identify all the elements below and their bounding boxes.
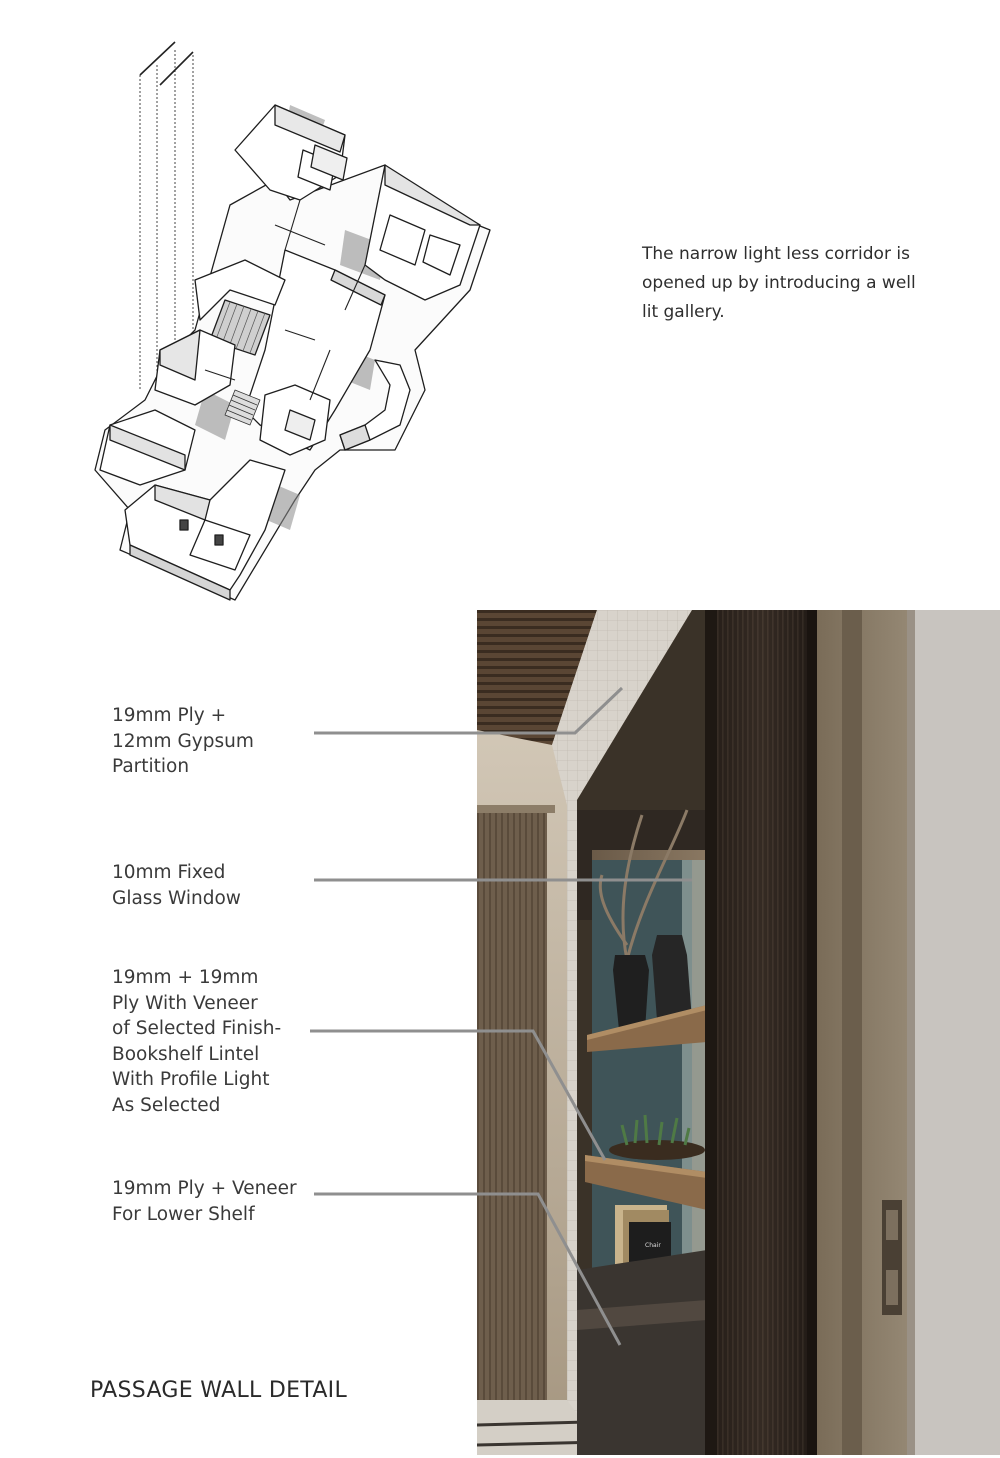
annotation-line: 10mm Fixed <box>112 862 226 883</box>
side-door <box>477 810 547 1410</box>
annotation-line: 19mm + 19mm <box>112 967 259 988</box>
annotation-line: 12mm Gypsum <box>112 730 254 752</box>
axonometric-floor-plan <box>85 30 505 610</box>
annotation-line: Ply With Veneer <box>112 992 258 1014</box>
annotation-glass-window <box>112 860 241 911</box>
annotation-bookshelf-lintel <box>112 965 281 1118</box>
book-title: Chair <box>645 1242 661 1249</box>
skylight-top <box>140 42 193 85</box>
annotation-line: With Profile Light <box>112 1069 270 1090</box>
annotation-line: Bookshelf Lintel <box>112 1043 260 1065</box>
annotation-line: 19mm Ply + <box>112 705 227 726</box>
intro-description <box>642 240 962 327</box>
annotation-line: 19mm Ply + Veneer <box>112 1178 297 1199</box>
vase-left <box>613 955 649 1030</box>
annotation-line: As Selected <box>112 1094 221 1116</box>
intro-line: The narrow light less corridor is <box>642 244 910 264</box>
annotation-line: Partition <box>112 756 190 777</box>
passage-wall-photo <box>477 610 1000 1455</box>
annotation-line: Glass Window <box>112 887 241 909</box>
annotation-lower-shelf <box>112 1176 297 1227</box>
section-title: PASSAGE WALL DETAIL <box>90 1378 348 1403</box>
intro-line: lit gallery. <box>642 302 725 322</box>
annotation-partition <box>112 703 254 780</box>
annotation-line: For Lower Shelf <box>112 1203 255 1225</box>
plant-bowl <box>609 1140 705 1160</box>
intro-line: opened up by introducing a well <box>642 273 916 293</box>
right-wall <box>907 610 1000 1455</box>
annotation-line: of Selected Finish- <box>112 1018 282 1039</box>
